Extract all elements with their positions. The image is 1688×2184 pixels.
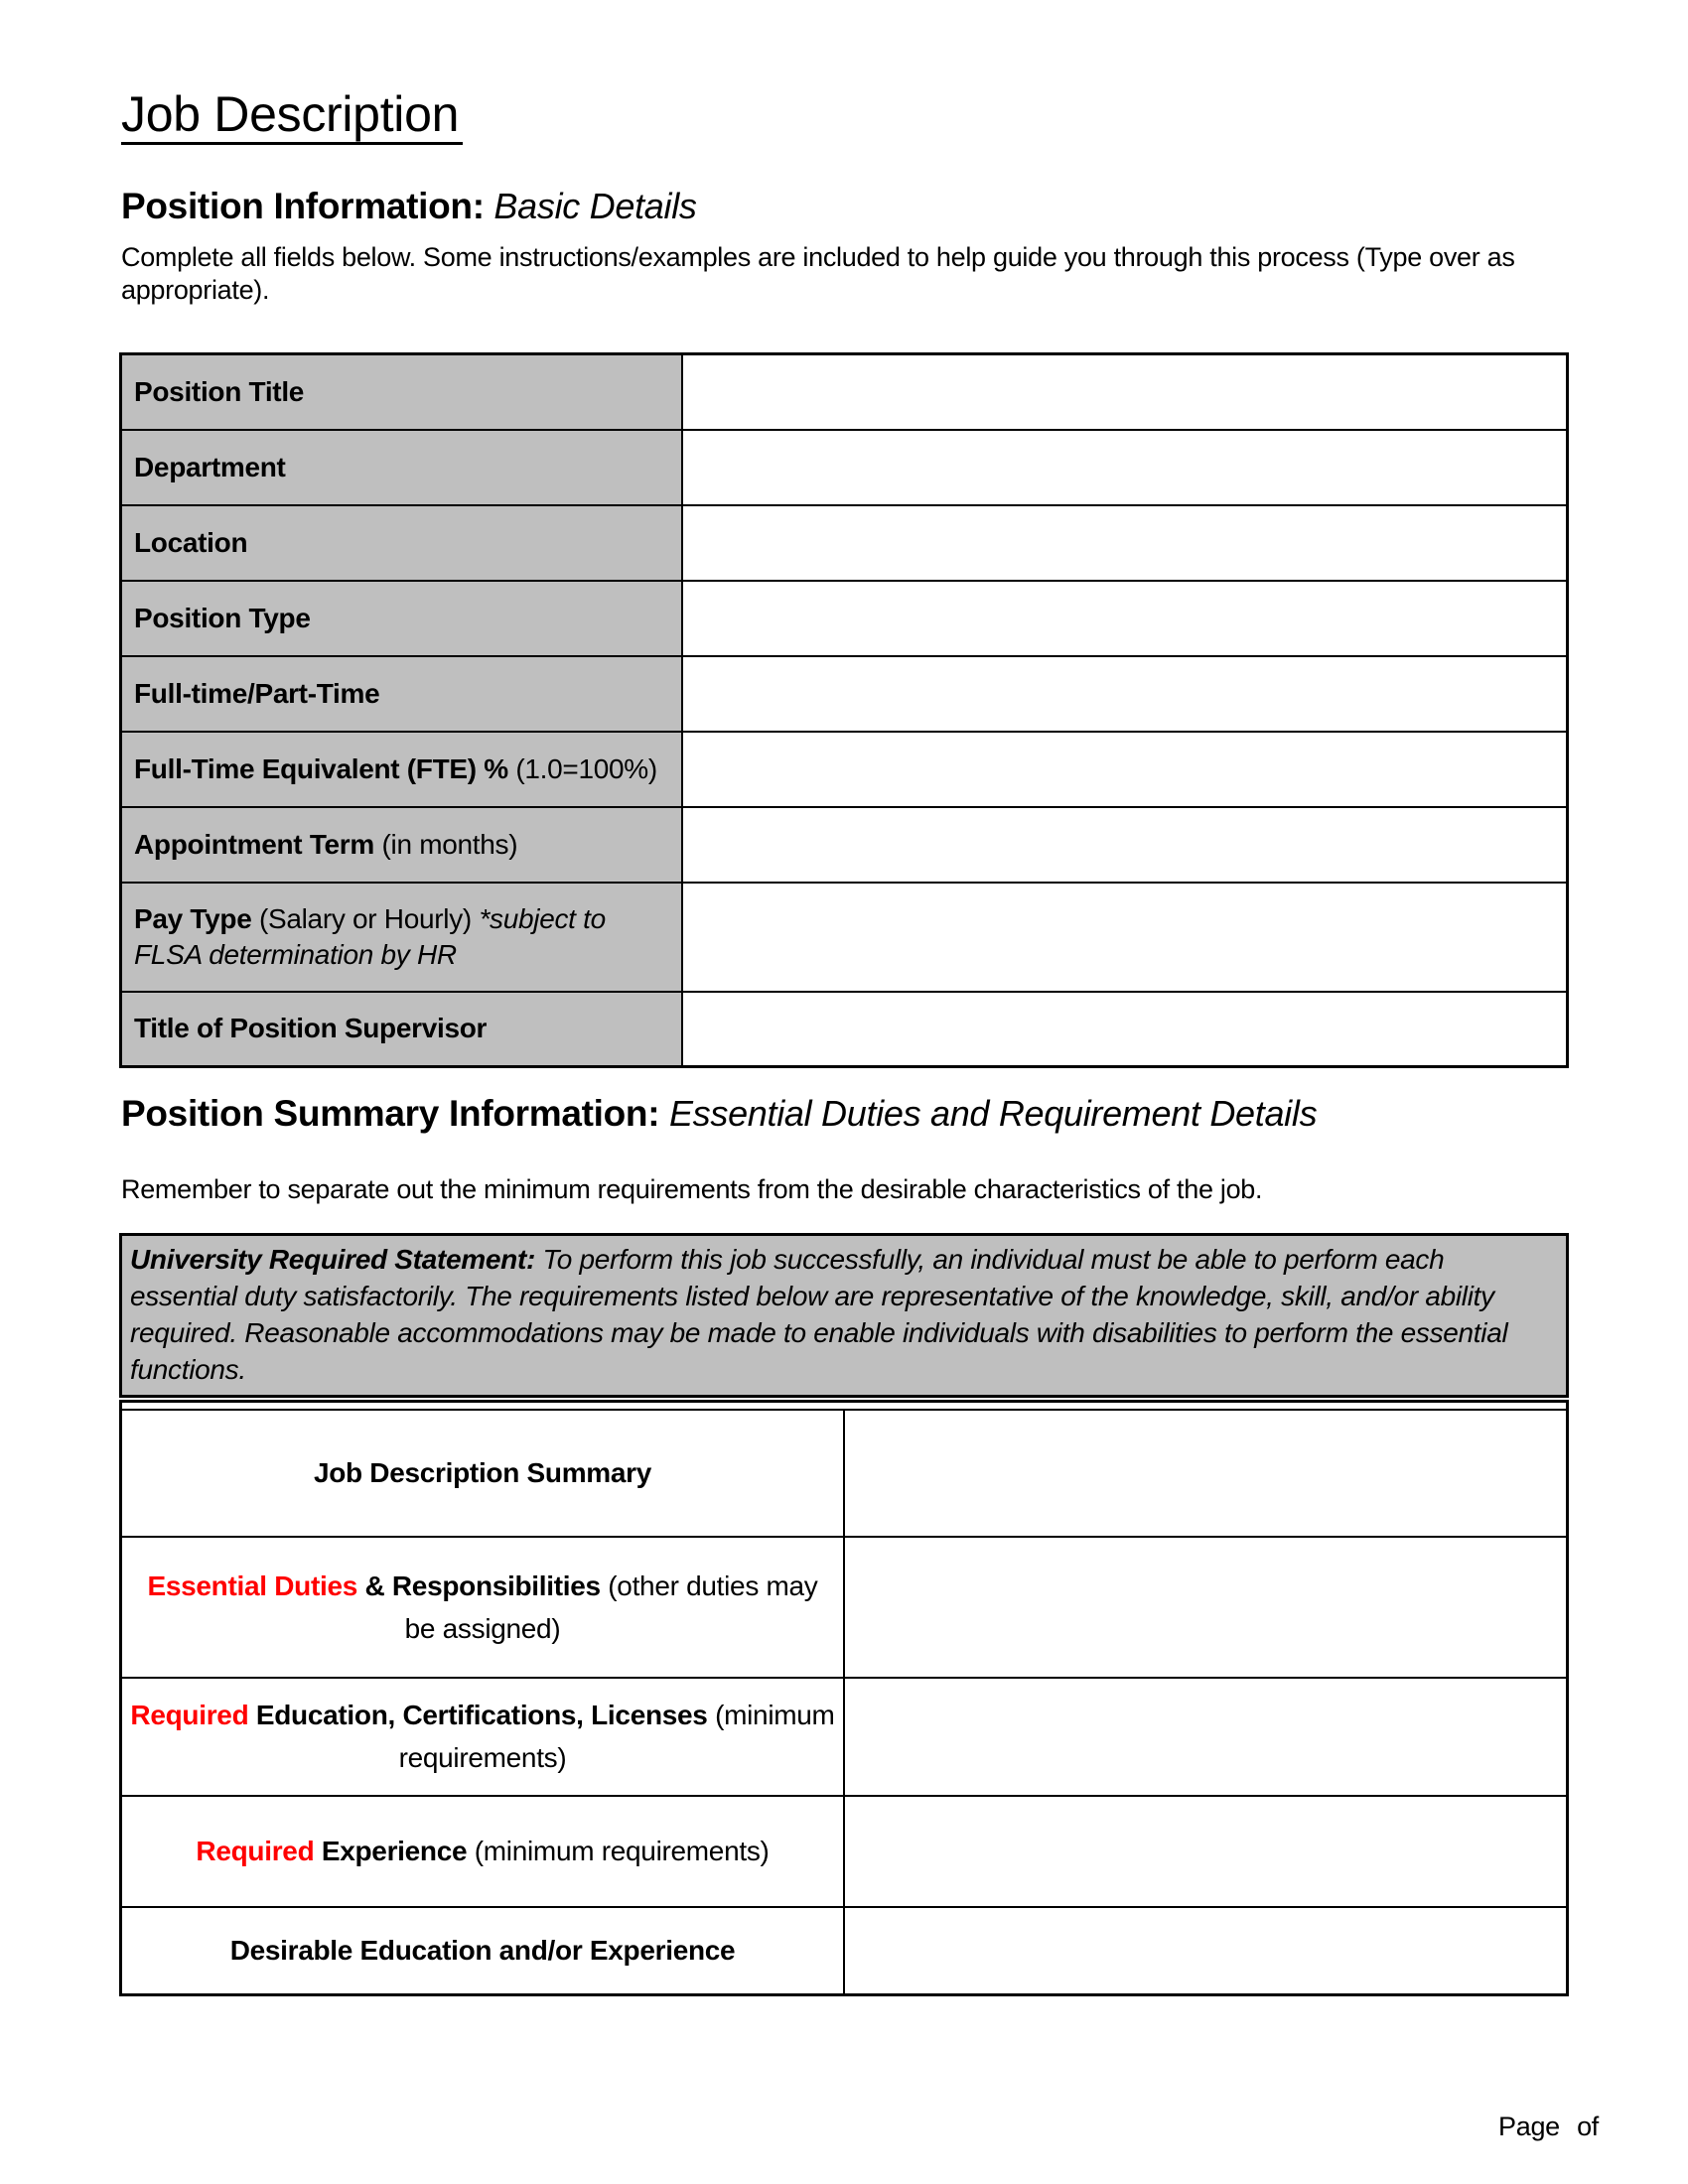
label-text: Position Type — [134, 602, 311, 633]
position-summary-table — [119, 1400, 1569, 1996]
label-text: Desirable Education and/or Experience — [229, 1935, 736, 1967]
position-title-input-cell[interactable] — [682, 354, 1568, 430]
appointment-term-input-cell[interactable] — [682, 807, 1568, 883]
label-cell-department — [121, 430, 682, 505]
required-experience-input-cell[interactable] — [844, 1796, 1568, 1907]
table-row-fte — [121, 732, 1568, 807]
table-row-essential-duties — [121, 1537, 1568, 1678]
label-cell-location — [121, 505, 682, 581]
job-description-summary-input-cell[interactable] — [844, 1410, 1568, 1537]
supervisor-title-input-cell[interactable] — [682, 992, 1568, 1067]
table-row-location — [121, 505, 1568, 581]
label-text: Full-Time Equivalent (FTE) % — [134, 752, 508, 784]
label-text: Location — [134, 526, 248, 558]
label-text: Title of Position Supervisor — [134, 1013, 488, 1044]
label-cell-fte — [121, 732, 682, 807]
label-text: Education, Certifications, Licenses — [248, 1700, 708, 1730]
section-heading-position-summary — [121, 1092, 1317, 1136]
spacer-cell — [121, 1402, 1568, 1410]
statement-lead-text: University Required Statement: — [130, 1244, 535, 1275]
label-cell-required-education — [121, 1678, 845, 1796]
table-row-supervisor-title — [121, 992, 1568, 1067]
heading-bold-text: Position Information: — [121, 186, 485, 226]
position-info-table — [119, 352, 1569, 1068]
intro-paragraph: Complete all fields below. Some instructions/examples are included to help guide you through this process (Type over as appropriate). — [121, 242, 1515, 305]
label-text: Full-time/Part-Time — [134, 677, 380, 709]
table-row-position-type — [121, 581, 1568, 656]
table-row-pay-type — [121, 883, 1568, 992]
table-row-appointment-term — [121, 807, 1568, 883]
summary-intro-paragraph: Remember to separate out the minimum requirements from the desirable characteristics of the job. — [121, 1174, 1263, 1204]
table-row-department — [121, 430, 1568, 505]
label-cell-essential-duties — [121, 1537, 845, 1678]
label-cell-pay-type — [121, 883, 682, 992]
fulltime-parttime-input-cell[interactable] — [682, 656, 1568, 732]
label-cell-position-type — [121, 581, 682, 656]
label-text: Appointment Term — [134, 828, 375, 860]
label-text-regular: (Salary or Hourly) — [251, 902, 480, 934]
page-number-footer: Page of — [1498, 2112, 1599, 2141]
location-input-cell[interactable] — [682, 505, 1568, 581]
university-required-statement-box — [119, 1233, 1569, 1398]
label-text-italic: *subject to FLSA determination by HR — [134, 902, 606, 970]
table-row-job-description-summary — [121, 1410, 1568, 1537]
label-cell-supervisor-title — [121, 992, 682, 1067]
label-text-red: Required — [130, 1700, 249, 1730]
label-text: Job Description Summary — [313, 1457, 652, 1488]
table-row-required-education — [121, 1678, 1568, 1796]
label-cell-desirable-education — [121, 1907, 845, 1995]
label-cell-appointment-term — [121, 807, 682, 883]
fte-input-cell[interactable] — [682, 732, 1568, 807]
label-text: Department — [134, 451, 286, 482]
label-text-regular: (in months) — [374, 828, 518, 860]
statement-body-text: To perform this job successfully, an individual must be able to perform each essential duty satisfactorily. The requirements listed below are representative of the knowledge, skill, and/or ability required. Reasonable accommodations may be made to enable individuals with disabilities to perform the essential functions. — [130, 1244, 1508, 1385]
desirable-education-input-cell[interactable] — [844, 1907, 1568, 1995]
label-text: Position Title — [134, 375, 305, 407]
table-row-position-title — [121, 354, 1568, 430]
label-cell-fulltime-parttime — [121, 656, 682, 732]
label-text: & Responsibilities — [357, 1570, 601, 1601]
table-spacer-row — [121, 1402, 1568, 1410]
label-text: Pay Type — [134, 902, 252, 934]
pay-type-input-cell[interactable] — [682, 883, 1568, 992]
essential-duties-input-cell[interactable] — [844, 1537, 1568, 1678]
document-title: Job Description — [121, 87, 463, 145]
heading-italic-text: Basic Details — [484, 186, 697, 226]
heading-bold-text: Position Summary Information: — [121, 1093, 660, 1134]
heading-italic-text: Essential Duties and Requirement Details — [659, 1093, 1318, 1134]
label-text-regular: (minimum requirements) — [467, 1836, 770, 1866]
label-text-red: Required — [196, 1836, 315, 1866]
label-cell-position-title — [121, 354, 682, 430]
label-cell-required-experience — [121, 1796, 845, 1907]
table-row-desirable-education — [121, 1907, 1568, 1995]
label-text-red: Essential Duties — [147, 1570, 357, 1601]
label-text: Experience — [314, 1836, 468, 1866]
label-text-regular: (1.0=100%) — [507, 752, 657, 784]
section-heading-position-information — [121, 185, 697, 228]
required-education-input-cell[interactable] — [844, 1678, 1568, 1796]
table-row-required-experience — [121, 1796, 1568, 1907]
table-row-fulltime-parttime — [121, 656, 1568, 732]
department-input-cell[interactable] — [682, 430, 1568, 505]
label-text-regular: (minimum requirements) — [398, 1700, 835, 1773]
position-type-input-cell[interactable] — [682, 581, 1568, 656]
label-cell-job-description-summary — [121, 1410, 845, 1537]
label-text-regular: (other duties may be assigned) — [404, 1570, 818, 1644]
